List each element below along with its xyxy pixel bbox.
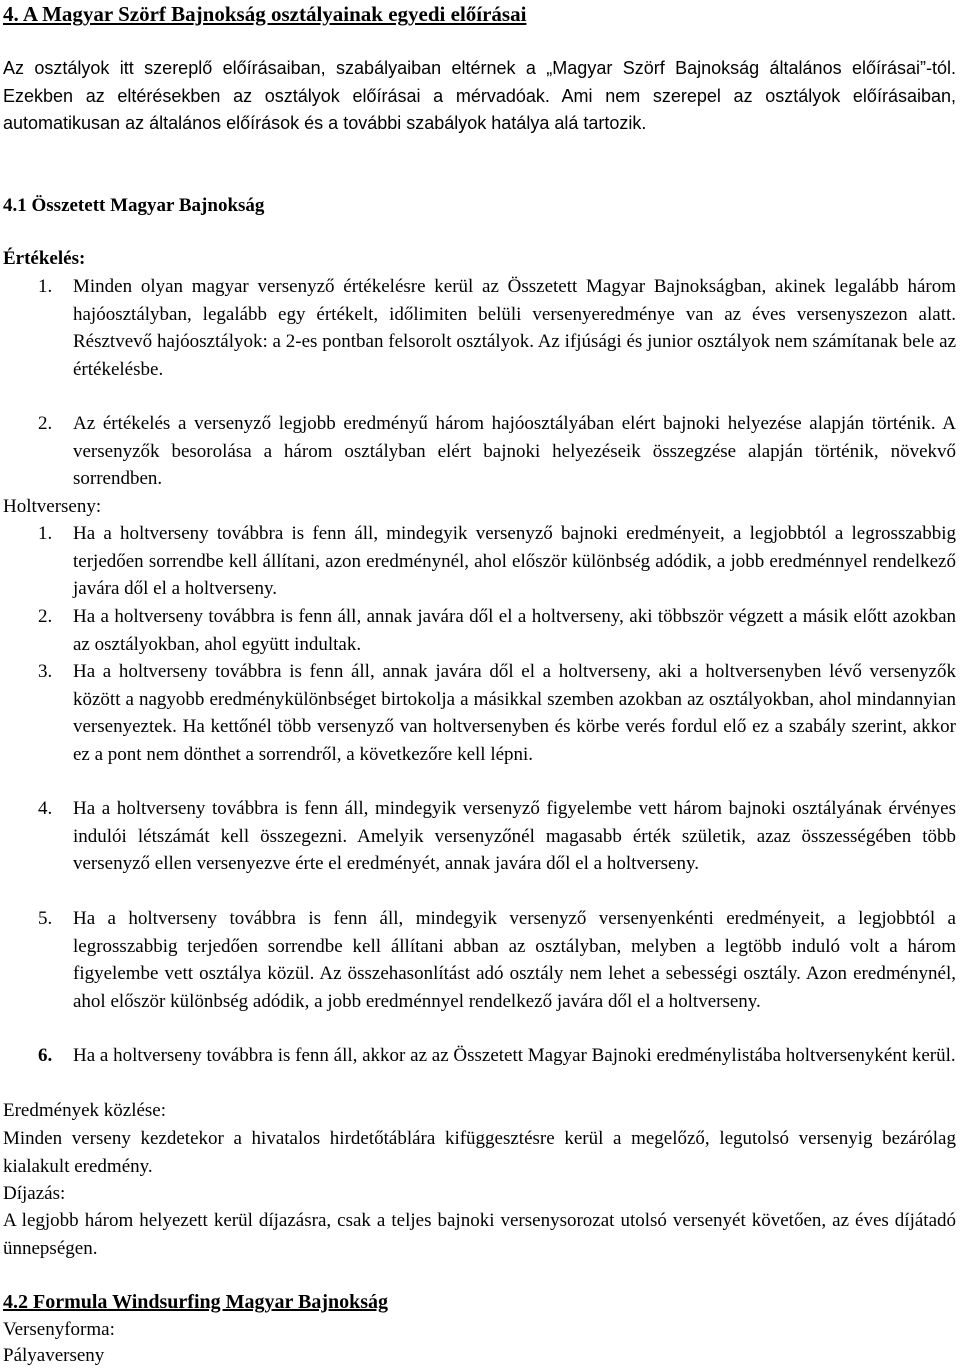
- eredmenyek-heading: Eredmények közlése:: [3, 1100, 167, 1121]
- list-text: Ha a holtverseny továbbra is fenn áll, mindegyik versenyző bajnoki eredményeit, a legjobbtól a legrosszabbig terjedően sorrendbe kell állítani, azon eredménynél, ahol először különbség adódik, a jobb eredménnyel rendelkező javára dől el a holtverseny.: [73, 523, 956, 599]
- section-4-2-title: 4.2 Formula Windsurfing Magyar Bajnokság: [3, 1291, 389, 1313]
- section-4-1-title: 4.1 Összetett Magyar Bajnokság: [3, 195, 265, 216]
- list-number: 4.: [38, 798, 53, 819]
- list-number: 1.: [38, 523, 53, 544]
- list-text: Az értékelés a versenyző legjobb eredményű három hajóosztályában elért bajnoki helyezése alapján történik. A versenyzők besorolása a három osztályban elért bajnoki helyezéseik összegzése alapján történik, növekvő sorrendben.: [73, 413, 956, 489]
- list-number: 6.: [38, 1045, 53, 1066]
- versenyforma-heading: Versenyforma:: [3, 1319, 115, 1340]
- list-number: 5.: [38, 908, 53, 929]
- list-text: Minden olyan magyar versenyző értékelésre kerül az Összetett Magyar Bajnokságban, akinek legalább három hajóosztályban, legalább egy értékelt, időlimiten belüli versenyeredménye van az éves versenyszezon alatt. Résztvevő hajóosztályok: a 2-es pontban felsorolt osztályok. Az ifjúsági és junior osztályok nem számítanak bele az értékelésbe.: [73, 276, 956, 380]
- dijazas-text: A legjobb három helyezett kerül díjazásra, csak a teljes bajnoki versenysorozat utolsó versenyét követően, az éves díjátadó ünnepségen.: [3, 1210, 956, 1259]
- section-4-intro: Az osztályok itt szereplő előírásaiban, szabályaiban eltérnek a „Magyar Szörf Bajnokság általános előírásai”-tól. Ezekben az eltérésekben az osztályok előírásai a mérvadóak. Ami nem szerepel az osztályok előírásaiban, automatikusan az általános előírások és a további szabályok hatálya alá tartozik.: [3, 58, 956, 133]
- list-number: 3.: [38, 661, 53, 682]
- list-text: Ha a holtverseny továbbra is fenn áll, mindegyik versenyző versenyenkénti eredményeit, a legjobbtól a legrosszabbig terjedően sorrendbe kell állítani abban az osztályban, melyben a legtöbb induló volt a három figyelembe vett osztálya közül. Az összehasonlítást adó osztály nem lehet a sebességi osztály. Azon eredménynél, ahol először különbség adódik, a jobb eredménnyel rendelkező javára dől el a holtverseny.: [73, 908, 956, 1012]
- holtverseny-heading: Holtverseny:: [3, 496, 102, 517]
- list-text: Ha a holtverseny továbbra is fenn áll, annak javára dől el a holtverseny, aki többször végzett a másik előtt azokban az osztályokban, ahol együtt indultak.: [73, 606, 956, 655]
- list-text: Ha a holtverseny továbbra is fenn áll, akkor az az Összetett Magyar Bajnoki eredménylistába holtversenyként kerül.: [73, 1045, 956, 1066]
- ertekeles-heading: Értékelés:: [3, 248, 86, 269]
- versenyforma-value: Pályaverseny: [3, 1345, 105, 1366]
- eredmenyek-text: Minden verseny kezdetekor a hivatalos hirdetőtáblára kifüggesztésre kerül a megelőző, legutolsó versenyig bezárólag kialakult eredmény.: [3, 1128, 956, 1177]
- list-number: 2.: [38, 606, 53, 627]
- list-text: Ha a holtverseny továbbra is fenn áll, annak javára dől el a holtverseny, aki a holtversenyben lévő versenyzők között a nagyobb eredménykülönbséget birtokolja a másikkal szemben azokban az osztályokban, ahol mindannyian versenyeztek. Ha kettőnél több versenyző van holtversenyben és körbe verés fordul elő ez a szabály szerint, akkor ez a pont nem dönthet a sorrendről, a következőre kell lépni.: [73, 661, 956, 765]
- section-4-title: 4. A Magyar Szörf Bajnokság osztályainak egyedi előírásai: [3, 2, 527, 26]
- list-number: 1.: [38, 276, 53, 297]
- list-text: Ha a holtverseny továbbra is fenn áll, mindegyik versenyző figyelembe vett három bajnoki osztályának érvényes indulói létszámát kell összegezni. Amelyik versenyzőnél magasabb érték születik, azaz összességében több versenyző ellen versenyezve érte el eredményét, annak javára dől el a holtverseny.: [73, 798, 956, 874]
- list-number: 2.: [38, 413, 53, 434]
- dijazas-heading: Díjazás:: [3, 1183, 66, 1204]
